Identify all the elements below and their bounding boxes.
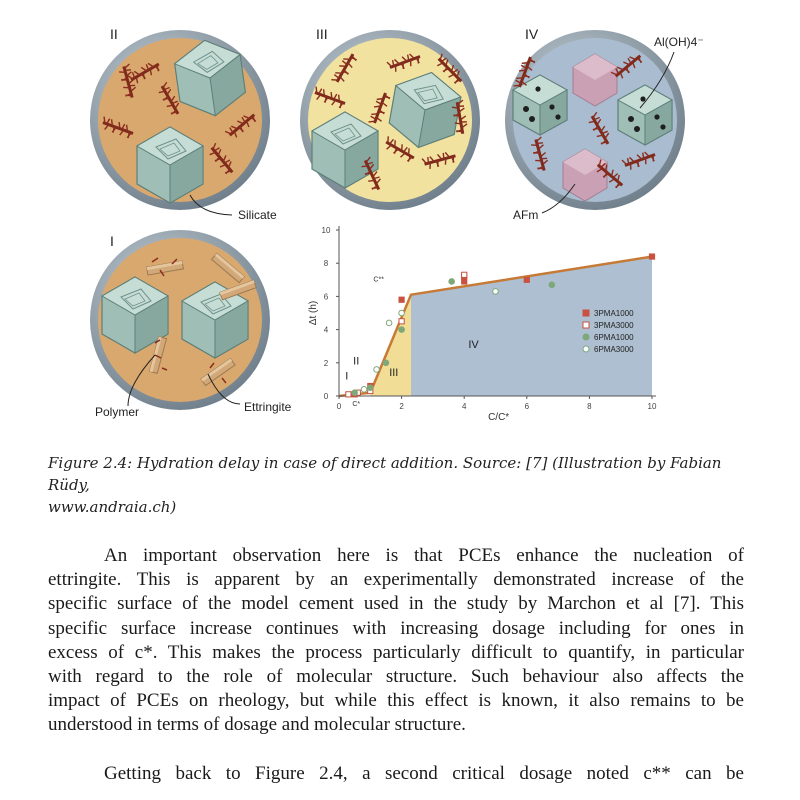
c-star-label: C*: [352, 401, 361, 408]
panel-label-iv: IV: [525, 26, 539, 42]
paragraph-line: Getting back to Figure 2.4, a second critical dosage noted c** can be: [104, 763, 744, 784]
y-tick-label: 10: [321, 226, 331, 235]
data-point: [361, 387, 367, 393]
legend-marker: [583, 346, 589, 352]
legend-label: 3PMA3000: [594, 321, 634, 330]
panel-label-ii: II: [110, 26, 118, 42]
y-axis-label: Δt (h): [308, 300, 319, 326]
y-tick-label: 8: [323, 259, 329, 269]
paragraph-line: excess of c*. This makes the process particularly difficult to quantify, in particular: [48, 641, 744, 663]
y-tick-label: 6: [323, 292, 329, 302]
paragraph-line: specific surface of the model cement used in the study by Marchon et al [7]. This: [48, 593, 744, 615]
data-point: [386, 320, 392, 326]
data-point: [649, 254, 654, 259]
x-axis-label: C/C*: [488, 412, 510, 423]
legend-label: 3PMA1000: [594, 309, 634, 318]
region-label-iv: IV: [468, 338, 479, 351]
caption-line-2: www.andraia.ch): [48, 498, 177, 516]
paragraph-line: understood in terms of dosage and molecular structure.: [48, 714, 466, 736]
legend-marker: [583, 322, 589, 328]
body-paragraph-2: [48, 762, 744, 786]
panel-label-iii: III: [316, 26, 328, 42]
data-point: [374, 367, 380, 373]
panel-ii: [90, 30, 270, 210]
x-tick-label: 8: [587, 402, 592, 411]
region-label-ii: II: [353, 355, 360, 368]
data-point: [399, 327, 405, 333]
x-tick-label: 4: [461, 402, 467, 411]
panel-i: [90, 230, 270, 410]
y-tick-label: 2: [323, 358, 329, 368]
legend-marker: [583, 334, 589, 340]
legend-label: 6PMA1000: [594, 333, 634, 342]
callout-aloh4: Al(OH)4⁻: [654, 35, 704, 49]
callout-polymer: Polymer: [95, 405, 140, 419]
paragraph-line: with regard to the role of molecular structure. Such behaviour also affects the: [48, 666, 744, 688]
x-tick-label: 6: [524, 402, 530, 411]
data-point: [383, 360, 389, 366]
legend-label: 6PMA3000: [594, 345, 634, 354]
data-point: [462, 279, 467, 284]
callout-afm: AFm: [513, 208, 539, 222]
caption-line-1: Figure 2.4: Hydration delay in case of direct addition. Source: [7] (Illustration by Fabian Rüdy,: [48, 454, 722, 494]
x-tick-label: 0: [336, 402, 342, 411]
data-point: [352, 390, 358, 396]
data-point: [524, 277, 529, 282]
callout-silicate: Silicate: [238, 208, 277, 222]
data-point: [462, 272, 467, 277]
paragraph-line: ettringite. This is apparent by an experimentally demonstrated increase of the: [48, 569, 744, 591]
panel-iii: [300, 30, 480, 210]
data-point: [549, 282, 555, 288]
y-tick-label: 4: [323, 325, 329, 335]
data-point: [346, 392, 351, 397]
figure-caption: [48, 452, 748, 518]
data-point: [368, 385, 374, 391]
data-point: [399, 319, 404, 324]
paragraph-line: specific surface increase continues with increasing dosage including for ones in: [48, 617, 744, 639]
hydration-delay-chart: [308, 226, 657, 423]
data-point: [493, 289, 499, 295]
y-tick-label: 0: [323, 392, 329, 401]
panel-iv: [505, 30, 685, 210]
region-label-i: I: [345, 370, 349, 383]
region-label-iii: III: [389, 367, 399, 380]
data-point: [399, 310, 405, 316]
paragraph-line: impact of PCEs on rheology, but while this effect is known, it also remains to be: [48, 690, 744, 712]
data-point: [399, 297, 404, 302]
x-tick-label: 2: [399, 402, 404, 411]
panel-label-i: I: [110, 233, 114, 249]
data-point: [449, 279, 455, 285]
legend-marker: [583, 310, 589, 316]
paragraph-line: An important observation here is that PCEs enhance the nucleation of: [104, 545, 744, 566]
c-star-star-label: C**: [373, 276, 384, 284]
x-tick-label: 10: [647, 402, 657, 411]
callout-ettringite: Ettringite: [244, 400, 292, 414]
body-paragraph-1: [48, 544, 744, 738]
